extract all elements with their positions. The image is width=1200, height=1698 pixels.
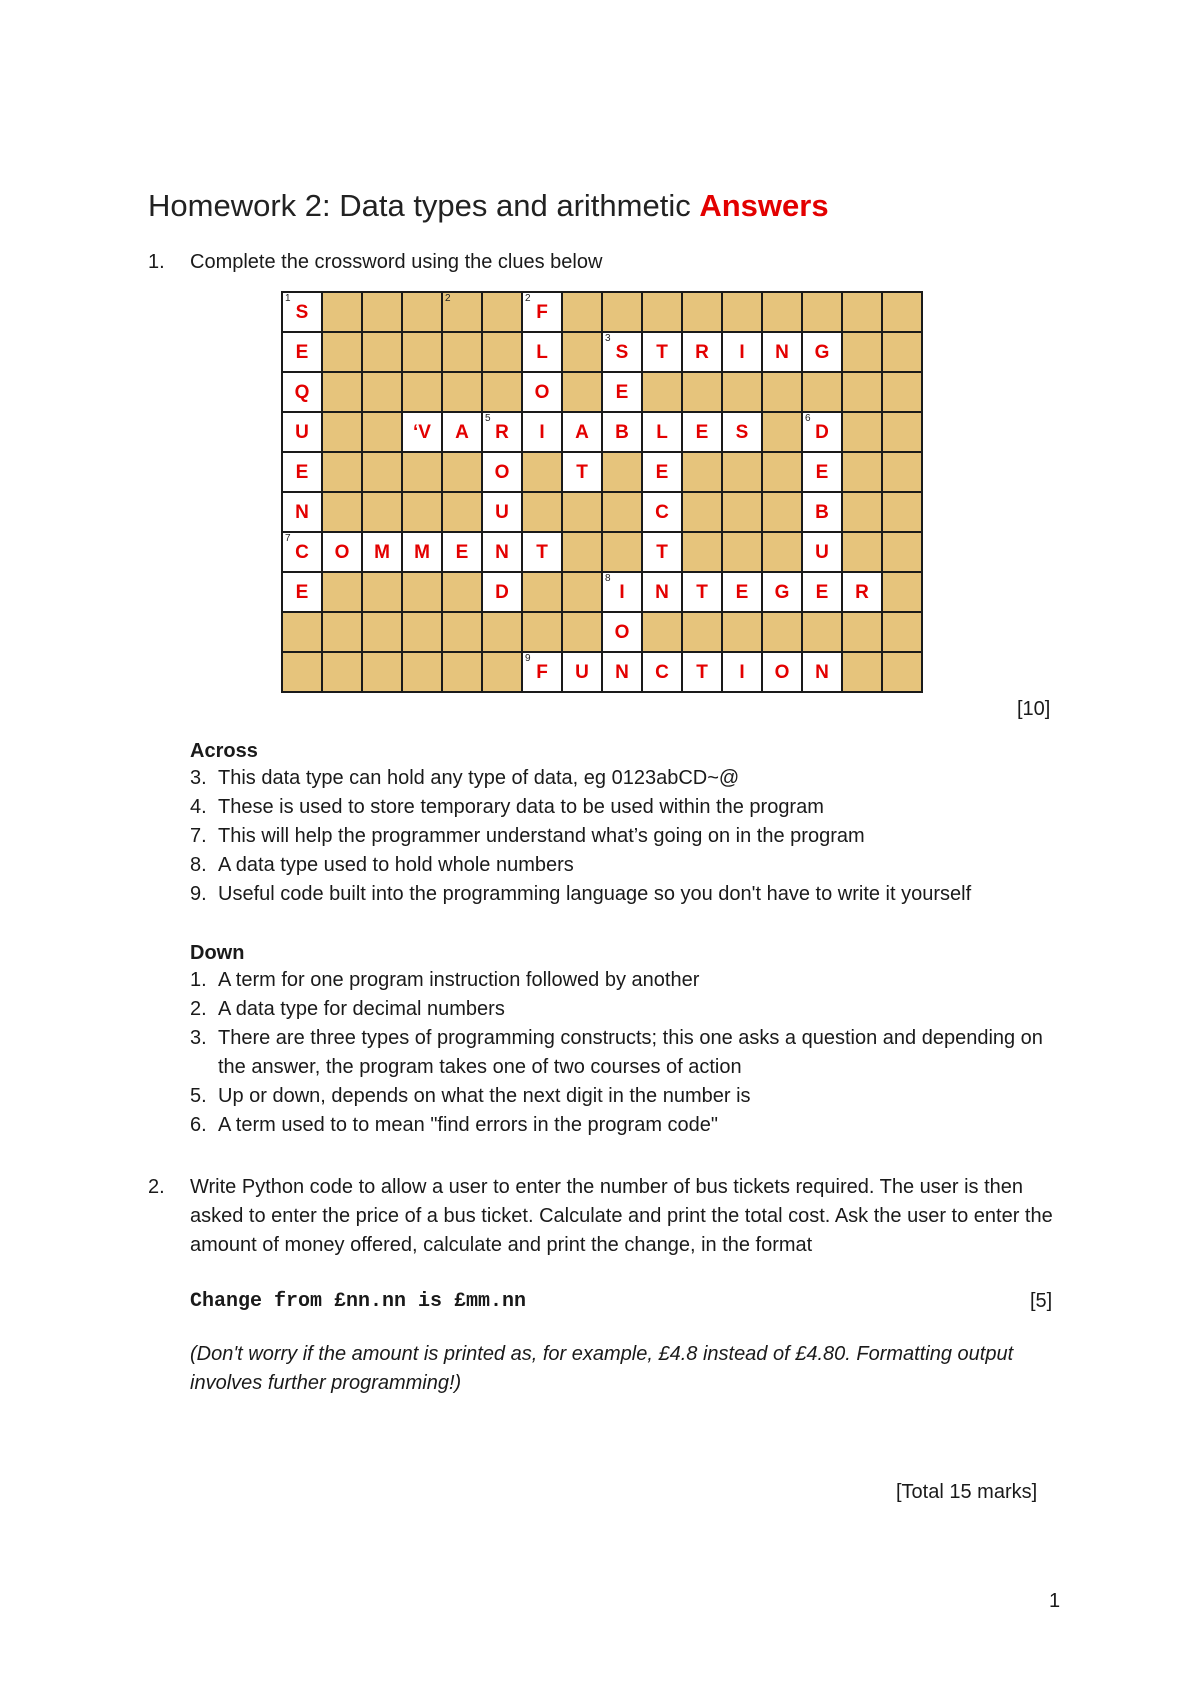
crossword-cell: [722, 452, 762, 492]
answer-letter: O: [494, 462, 510, 483]
crossword-row: [282, 532, 922, 572]
crossword-cell: [762, 572, 802, 612]
crossword-cell: [762, 652, 802, 692]
crossword-cell: [402, 332, 442, 372]
answer-letter: B: [815, 502, 829, 523]
crossword-cell: [722, 412, 762, 452]
answer-letter: ‘V: [413, 422, 431, 443]
crossword-cell: [362, 372, 402, 412]
answer-letter: I: [619, 582, 625, 603]
crossword-cell: [642, 652, 682, 692]
crossword-row: [282, 572, 922, 612]
answer-letter: N: [495, 542, 509, 563]
crossword-cell: [762, 412, 802, 452]
crossword-cell: [402, 532, 442, 572]
crossword-cell: [682, 612, 722, 652]
answer-letter: F: [536, 302, 548, 323]
answer-letter: I: [539, 422, 545, 443]
answer-letter: M: [374, 542, 390, 563]
crossword-cell: [482, 292, 522, 332]
crossword-cell: [362, 412, 402, 452]
clue-text: A data type for decimal numbers: [218, 998, 505, 1020]
answer-letter: A: [455, 422, 469, 443]
crossword-cell: [482, 372, 522, 412]
crossword-cell: [722, 652, 762, 692]
crossword-cell: [322, 532, 362, 572]
clue-text: A term for one program instruction followed by another: [218, 969, 700, 991]
clue-number: 4.: [190, 796, 207, 818]
answer-letter: U: [295, 422, 309, 443]
answer-letter: G: [814, 342, 830, 363]
answer-letter: R: [855, 582, 869, 603]
crossword-cell: [642, 332, 682, 372]
crossword-cell: [762, 492, 802, 532]
page-number: 1: [1049, 1590, 1061, 1612]
crossword-cell: [642, 572, 682, 612]
across-clue: [190, 822, 1070, 851]
crossword-cell: [362, 532, 402, 572]
crossword-cell: [282, 532, 322, 572]
crossword-cell: [402, 452, 442, 492]
answer-letter: E: [615, 382, 629, 403]
crossword-cell: [882, 612, 922, 652]
crossword-cell: [442, 372, 482, 412]
crossword-cell: [642, 412, 682, 452]
across-clue: [190, 851, 1070, 880]
answer-letter: M: [414, 542, 430, 563]
crossword-cell: [602, 532, 642, 572]
clue-number: 6: [805, 413, 811, 424]
answer-letter: N: [615, 662, 629, 683]
crossword-cell: [402, 412, 442, 452]
crossword-cell: [682, 572, 722, 612]
question-2-marks: [5]: [1030, 1290, 1053, 1312]
crossword-cell: [282, 652, 322, 692]
clue-number: 6.: [190, 1114, 207, 1136]
crossword-cell: [602, 412, 642, 452]
clue-number: 2: [525, 293, 531, 304]
crossword-cell: [562, 652, 602, 692]
crossword-cell: [882, 652, 922, 692]
clue-number: 3.: [190, 1027, 207, 1049]
crossword-cell: [442, 412, 482, 452]
crossword-cell: [282, 412, 322, 452]
crossword-cell: [522, 292, 562, 332]
crossword-cell: [362, 292, 402, 332]
answer-letter: R: [695, 342, 709, 363]
answer-letter: E: [815, 582, 829, 603]
answer-letter: D: [815, 422, 829, 443]
clue-number: 8: [605, 573, 611, 584]
answer-letter: F: [536, 662, 548, 683]
crossword-cell: [482, 572, 522, 612]
clue-text: A term used to to mean "find errors in the program code": [218, 1114, 718, 1136]
crossword-cell: [522, 572, 562, 612]
crossword-cell: [562, 452, 602, 492]
clue-number: 3: [605, 333, 611, 344]
crossword-cell: [362, 332, 402, 372]
crossword-cell: [842, 532, 882, 572]
crossword-cell: [402, 652, 442, 692]
crossword-cell: [882, 292, 922, 332]
answer-letter: B: [615, 422, 629, 443]
crossword-row: [282, 612, 922, 652]
crossword-row: [282, 372, 922, 412]
clue-number: 9.: [190, 883, 207, 905]
answer-letter: T: [576, 462, 588, 483]
crossword-cell: [282, 292, 322, 332]
crossword-cell: [842, 492, 882, 532]
clue-number: 1: [285, 293, 291, 304]
answer-letter: E: [655, 462, 669, 483]
crossword-cell: [762, 612, 802, 652]
crossword-cell: [602, 572, 642, 612]
crossword-cell: [562, 372, 602, 412]
answer-letter: S: [615, 342, 629, 363]
crossword-cell: [882, 372, 922, 412]
formatting-note: (Don't worry if the amount is printed as, for example, £4.8 instead of £4.80. Formatting output involves further programming!): [190, 1343, 1014, 1394]
output-format-code: Change from £nn.nn is £mm.nn: [190, 1290, 527, 1313]
question-1-number: 1.: [148, 251, 165, 273]
crossword-row: [282, 412, 922, 452]
across-heading: Across: [190, 740, 258, 762]
crossword-cell: [402, 572, 442, 612]
down-clue: [190, 995, 1070, 1024]
crossword-cell: [442, 332, 482, 372]
crossword-cell: [722, 532, 762, 572]
across-clue: [190, 764, 1070, 793]
crossword-cell: [482, 412, 522, 452]
crossword-cell: [802, 652, 842, 692]
crossword-cell: [802, 372, 842, 412]
title-answers: Answers: [699, 188, 829, 223]
answer-letter: E: [735, 582, 749, 603]
crossword-cell: [482, 532, 522, 572]
crossword-cell: [882, 452, 922, 492]
answer-letter: N: [295, 502, 309, 523]
answer-letter: Q: [294, 382, 310, 403]
clue-number: 2.: [190, 998, 207, 1020]
crossword-cell: [322, 372, 362, 412]
total-marks: [Total 15 marks]: [896, 1481, 1038, 1503]
crossword-cell: [482, 612, 522, 652]
crossword-cell: [882, 332, 922, 372]
answer-letter: E: [295, 582, 309, 603]
crossword-cell: [602, 292, 642, 332]
crossword-cell: [802, 572, 842, 612]
answer-letter: U: [575, 662, 589, 683]
clue-number: 1.: [190, 969, 207, 991]
crossword-cell: [322, 652, 362, 692]
crossword-cell: [842, 412, 882, 452]
question-2-text: Write Python code to allow a user to enter the number of bus tickets required. The user is then asked to enter the price of a bus ticket. Calculate and print the total cost. Ask the user to enter the amount of money offered, calculate and print the change, in the format: [190, 1176, 1053, 1256]
clue-number: 3.: [190, 767, 207, 789]
crossword-cell: [562, 612, 602, 652]
crossword-cell: [442, 532, 482, 572]
crossword-cell: [402, 612, 442, 652]
crossword-cell: [842, 292, 882, 332]
crossword-cell: [802, 292, 842, 332]
crossword-cell: [402, 292, 442, 332]
crossword-cell: [722, 372, 762, 412]
clue-number: 7.: [190, 825, 207, 847]
crossword-grid: [281, 291, 923, 693]
answer-letter: I: [739, 662, 745, 683]
crossword-cell: [482, 452, 522, 492]
crossword-cell: [322, 412, 362, 452]
crossword-cell: [882, 492, 922, 532]
crossword-cell: [722, 332, 762, 372]
down-clue: [190, 966, 1070, 995]
crossword-cell: [762, 292, 802, 332]
crossword-cell: [802, 532, 842, 572]
crossword-cell: [322, 292, 362, 332]
crossword-cell: [562, 292, 602, 332]
clue-number: 2: [445, 293, 451, 304]
crossword-cell: [522, 372, 562, 412]
answer-letter: O: [614, 622, 630, 643]
crossword-cell: [282, 332, 322, 372]
crossword-cell: [282, 452, 322, 492]
crossword-cell: [322, 452, 362, 492]
clue-text: This will help the programmer understand what’s going on in the program: [218, 825, 865, 847]
crossword-cell: [562, 572, 602, 612]
crossword-cell: [682, 492, 722, 532]
crossword-cell: [882, 412, 922, 452]
down-clue: [190, 1024, 1070, 1082]
answer-letter: S: [735, 422, 749, 443]
crossword-cell: [722, 492, 762, 532]
crossword-cell: [282, 372, 322, 412]
answer-letter: O: [774, 662, 790, 683]
crossword-cell: [842, 372, 882, 412]
question-2-number: 2.: [148, 1176, 165, 1198]
answer-letter: U: [495, 502, 509, 523]
crossword-cell: [522, 412, 562, 452]
crossword-row: [282, 492, 922, 532]
crossword-cell: [722, 292, 762, 332]
answer-letter: E: [815, 462, 829, 483]
crossword-cell: [722, 572, 762, 612]
crossword-cell: [362, 572, 402, 612]
across-clue: [190, 793, 1070, 822]
crossword-cell: [682, 412, 722, 452]
crossword-cell: [842, 332, 882, 372]
crossword-cell: [562, 412, 602, 452]
title-text: Homework 2: Data types and arithmetic: [148, 188, 691, 223]
crossword-cell: [882, 532, 922, 572]
crossword-cell: [522, 532, 562, 572]
crossword-cell: [482, 652, 522, 692]
answer-letter: R: [495, 422, 509, 443]
answer-letter: D: [495, 582, 509, 603]
crossword-cell: [602, 652, 642, 692]
crossword-cell: [682, 652, 722, 692]
crossword-cell: [522, 612, 562, 652]
clue-number: 7: [285, 533, 291, 544]
crossword-cell: [562, 332, 602, 372]
crossword-cell: [602, 612, 642, 652]
answer-letter: T: [536, 542, 548, 563]
crossword-cell: [442, 492, 482, 532]
answer-letter: C: [295, 542, 309, 563]
answer-letter: T: [656, 542, 668, 563]
crossword-cell: [842, 612, 882, 652]
crossword-cell: [362, 652, 402, 692]
crossword-cell: [802, 492, 842, 532]
answer-letter: A: [575, 422, 589, 443]
clue-text: A data type used to hold whole numbers: [218, 854, 574, 876]
crossword-cell: [802, 452, 842, 492]
crossword-row: [282, 292, 922, 332]
crossword-cell: [642, 292, 682, 332]
crossword-cell: [522, 652, 562, 692]
crossword-cell: [522, 492, 562, 532]
crossword-cell: [682, 332, 722, 372]
clue-text: There are three types of programming constructs; this one asks a question and depending on the answer, the program takes one of two courses of action: [218, 1027, 1043, 1078]
answer-letter: E: [295, 462, 309, 483]
crossword-cell: [682, 452, 722, 492]
crossword-row: [282, 332, 922, 372]
answer-letter: N: [775, 342, 789, 363]
clue-number: 9: [525, 653, 531, 664]
crossword-cell: [802, 412, 842, 452]
crossword-cell: [562, 532, 602, 572]
crossword-cell: [442, 652, 482, 692]
down-clue: [190, 1111, 1070, 1140]
clue-text: Useful code built into the programming language so you don't have to write it yourself: [218, 883, 972, 905]
answer-letter: G: [774, 582, 790, 603]
answer-letter: E: [295, 342, 309, 363]
crossword-cell: [682, 532, 722, 572]
crossword-cell: [522, 452, 562, 492]
question-1-text: Complete the crossword using the clues below: [190, 251, 603, 273]
clue-text: This data type can hold any type of data, eg 0123abCD~@: [218, 767, 740, 789]
crossword-cell: [602, 452, 642, 492]
answer-letter: N: [815, 662, 829, 683]
crossword-cell: [802, 332, 842, 372]
crossword-cell: [642, 612, 682, 652]
crossword-cell: [362, 612, 402, 652]
crossword-cell: [642, 492, 682, 532]
crossword-cell: [762, 372, 802, 412]
answer-letter: U: [815, 542, 829, 563]
clue-text: Up or down, depends on what the next digit in the number is: [218, 1085, 751, 1107]
crossword-cell: [282, 612, 322, 652]
crossword-cell: [442, 572, 482, 612]
crossword-cell: [682, 372, 722, 412]
question-1-marks: [10]: [1017, 698, 1051, 720]
crossword-cell: [882, 572, 922, 612]
crossword-cell: [322, 612, 362, 652]
crossword-cell: [722, 612, 762, 652]
answer-letter: S: [295, 302, 309, 323]
crossword-cell: [682, 292, 722, 332]
crossword-cell: [322, 332, 362, 372]
across-clue: [190, 880, 1070, 909]
crossword-cell: [642, 532, 682, 572]
crossword-cell: [642, 372, 682, 412]
crossword-cell: [842, 452, 882, 492]
crossword-cell: [602, 492, 642, 532]
crossword-cell: [442, 612, 482, 652]
answer-letter: L: [656, 422, 668, 443]
answer-letter: N: [655, 582, 669, 603]
crossword-cell: [602, 332, 642, 372]
clue-text: These is used to store temporary data to be used within the program: [218, 796, 824, 818]
crossword-row: [282, 452, 922, 492]
crossword-cell: [402, 492, 442, 532]
crossword-cell: [842, 572, 882, 612]
answer-letter: O: [534, 382, 550, 403]
crossword-cell: [442, 452, 482, 492]
crossword-cell: [482, 332, 522, 372]
answer-letter: T: [696, 582, 708, 603]
crossword-cell: [842, 652, 882, 692]
answer-letter: I: [739, 342, 745, 363]
crossword-cell: [282, 572, 322, 612]
clue-number: 5: [485, 413, 491, 424]
crossword-cell: [762, 532, 802, 572]
answer-letter: C: [655, 502, 669, 523]
page-title: [148, 188, 829, 224]
crossword-cell: [762, 452, 802, 492]
crossword-cell: [362, 492, 402, 532]
down-clue: [190, 1082, 1070, 1111]
crossword-cell: [802, 612, 842, 652]
answer-letter: E: [695, 422, 709, 443]
crossword-cell: [362, 452, 402, 492]
answer-letter: T: [696, 662, 708, 683]
answer-letter: T: [656, 342, 668, 363]
crossword-cell: [562, 492, 602, 532]
crossword-cell: [402, 372, 442, 412]
crossword-cell: [762, 332, 802, 372]
crossword-cell: [522, 332, 562, 372]
crossword-cell: [442, 292, 482, 332]
answer-letter: L: [536, 342, 548, 363]
clue-number: 8.: [190, 854, 207, 876]
crossword-cell: [602, 372, 642, 412]
down-heading: Down: [190, 942, 245, 964]
answer-letter: O: [334, 542, 350, 563]
crossword-cell: [322, 492, 362, 532]
answer-letter: C: [655, 662, 669, 683]
clue-number: 5.: [190, 1085, 207, 1107]
crossword-cell: [322, 572, 362, 612]
crossword-cell: [642, 452, 682, 492]
answer-letter: E: [455, 542, 469, 563]
crossword-cell: [282, 492, 322, 532]
crossword-cell: [482, 492, 522, 532]
crossword-row: [282, 652, 922, 692]
